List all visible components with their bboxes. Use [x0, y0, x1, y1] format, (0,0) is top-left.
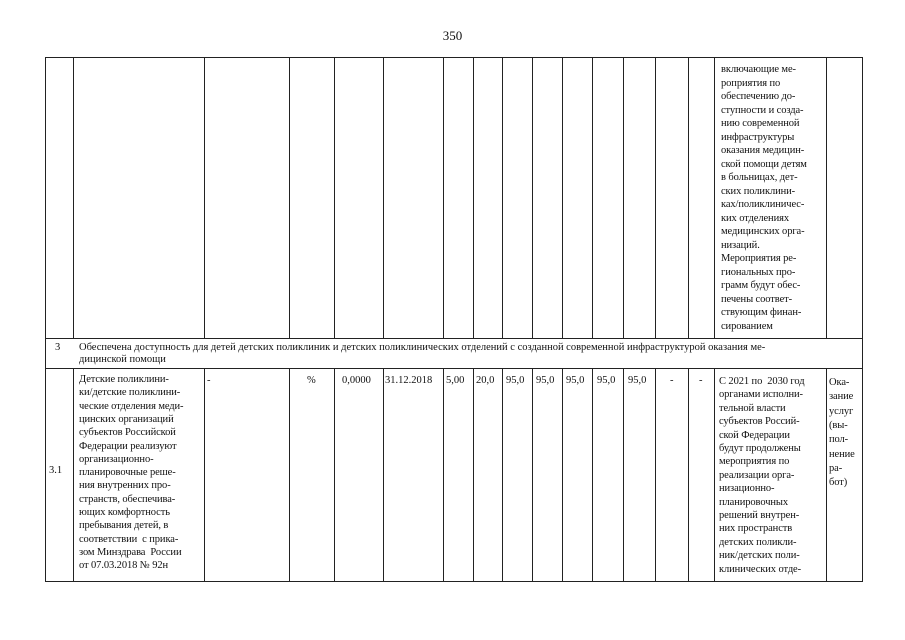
text-line: Детские поликлини-	[79, 374, 169, 385]
col-border-10	[562, 57, 563, 338]
col-border-14	[688, 57, 689, 338]
section-top-border	[45, 338, 862, 339]
text-line: ких отделениях	[721, 212, 789, 224]
col-border-2b	[204, 368, 205, 581]
text-line: реализации орга-	[719, 469, 795, 481]
col-border-16	[826, 57, 827, 338]
col-border-16b	[826, 368, 827, 581]
text-line: (вы-	[829, 419, 848, 431]
text-line: субъектов Российской	[79, 427, 176, 439]
text-line: ках/поликлиничес-	[721, 199, 805, 210]
text-line: соответствии с прика-	[79, 533, 179, 545]
row-number: 3.1	[49, 465, 63, 476]
text-line: пол-	[829, 434, 849, 446]
col-border-5	[383, 57, 384, 338]
text-line: Мероприятия ре-	[721, 253, 797, 264]
text-line: нию современной	[721, 118, 800, 129]
text-line: инфраструктуры	[721, 131, 795, 143]
text-line: зание	[829, 391, 854, 403]
text-line: в больницах, дет-	[721, 172, 798, 183]
text-line: клинических отде-	[719, 563, 802, 575]
row-value-2022: 95,0	[536, 375, 555, 386]
text-line: пребывания детей, в	[79, 520, 169, 532]
row-dash: -	[670, 375, 674, 386]
text-line: мероприятия по	[719, 456, 790, 468]
row-value-2025: 95,0	[628, 375, 647, 386]
text-line: планировочных	[719, 496, 789, 508]
col-border-9	[532, 57, 533, 338]
text-line: субъектов Россий-	[719, 416, 800, 428]
text-line: С 2021 по 2030 год	[719, 376, 805, 387]
text-line: роприятия по	[721, 77, 781, 89]
text-line: грамм будут обес-	[721, 280, 801, 291]
col-border-12b	[623, 368, 624, 581]
text-line: Ока-	[829, 377, 850, 388]
row-value-2023: 95,0	[566, 375, 585, 386]
col-border-17	[862, 57, 863, 582]
row-value-2021: 95,0	[506, 375, 525, 386]
table-bottom-border	[45, 581, 862, 582]
text-line: них пространств	[719, 523, 793, 535]
text-line: ской помощи детям	[721, 158, 807, 170]
text-line: включающие ме-	[721, 64, 796, 75]
col-border-14b	[688, 368, 689, 581]
row-unit: %	[307, 375, 316, 386]
text-line: низационно-	[719, 483, 775, 495]
text-line: медицинских орга-	[721, 226, 805, 237]
col-border-13b	[655, 368, 656, 581]
section-title-line: Обеспечена доступность для детей детских поликлиник и детских поликлинических отделений с созданной современной инфраструктурой оказания ме-	[79, 342, 766, 353]
col-border-9b	[532, 368, 533, 581]
row-value-2024: 95,0	[597, 375, 616, 386]
table-top-border	[45, 57, 862, 58]
text-line: ступности и созда-	[721, 104, 804, 116]
text-line: от 07.03.2018 № 92н	[79, 560, 169, 572]
page-number: 350	[442, 28, 463, 43]
row-base-value: 0,0000	[342, 375, 371, 386]
text-line: ник/детских поли-	[719, 550, 800, 562]
col-border-7b	[473, 368, 474, 581]
text-line: ния внутренних про-	[79, 480, 171, 492]
text-line: цинских организаций	[79, 413, 174, 425]
text-line: ских поликлини-	[721, 185, 796, 197]
text-line: ки/детские поликлини-	[79, 387, 181, 399]
col-border-15	[714, 57, 715, 338]
text-line: ра-	[829, 462, 843, 474]
text-line: гиональных про-	[721, 266, 796, 278]
text-line: органами исполни-	[719, 389, 803, 401]
text-line: ской Федерации	[719, 429, 790, 441]
text-line: планировочные реше-	[79, 467, 176, 479]
text-line: обеспечению до-	[721, 91, 796, 102]
col-border-6b	[443, 368, 444, 581]
col-border-4	[334, 57, 335, 338]
text-line: решений внутрен-	[719, 510, 800, 521]
col-border-3b	[289, 368, 290, 581]
col-border-10b	[562, 368, 563, 581]
row-base-date: 31.12.2018	[385, 375, 433, 386]
col-border-8b	[502, 368, 503, 581]
text-line: сированием	[721, 320, 773, 332]
col-border-0	[45, 57, 46, 582]
row-value-2020: 20,0	[476, 375, 495, 386]
text-line: ющих комфортность	[79, 507, 170, 518]
col-border-5b	[383, 368, 384, 581]
text-line: зом Минздрава России	[79, 546, 182, 558]
section-bottom-border	[45, 368, 862, 369]
text-line: оказания медицин-	[721, 145, 805, 156]
text-line: организационно-	[79, 453, 154, 465]
row-type: -	[207, 375, 211, 386]
col-border-7	[473, 57, 474, 338]
text-line: низаций.	[721, 239, 760, 251]
text-line: нение	[829, 448, 855, 460]
col-border-6	[443, 57, 444, 338]
col-border-1	[73, 57, 74, 338]
section-title-line: дицинской помощи	[79, 354, 166, 365]
col-border-4b	[334, 368, 335, 581]
col-border-8	[502, 57, 503, 338]
col-border-2	[204, 57, 205, 338]
section-number: 3	[55, 342, 61, 353]
col-border-15b	[714, 368, 715, 581]
col-border-12	[623, 57, 624, 338]
text-line: странств, обеспечива-	[79, 493, 176, 505]
text-line: ческие отделения меди-	[79, 400, 184, 412]
text-line: бот)	[829, 477, 848, 489]
col-border-1b	[73, 368, 74, 581]
row-dash: -	[699, 375, 703, 386]
text-line: детских поликли-	[719, 536, 797, 548]
text-line: Федерации реализуют	[79, 440, 177, 452]
col-border-11b	[592, 368, 593, 581]
text-line: ствующим финан-	[721, 307, 802, 318]
text-line: тельной власти	[719, 402, 786, 414]
text-line: печены соответ-	[721, 293, 793, 305]
text-line: будут продолжены	[719, 443, 801, 454]
row-value-2019: 5,00	[446, 375, 465, 386]
col-border-3	[289, 57, 290, 338]
col-border-11	[592, 57, 593, 338]
text-line: услуг	[829, 405, 854, 417]
col-border-13	[655, 57, 656, 338]
